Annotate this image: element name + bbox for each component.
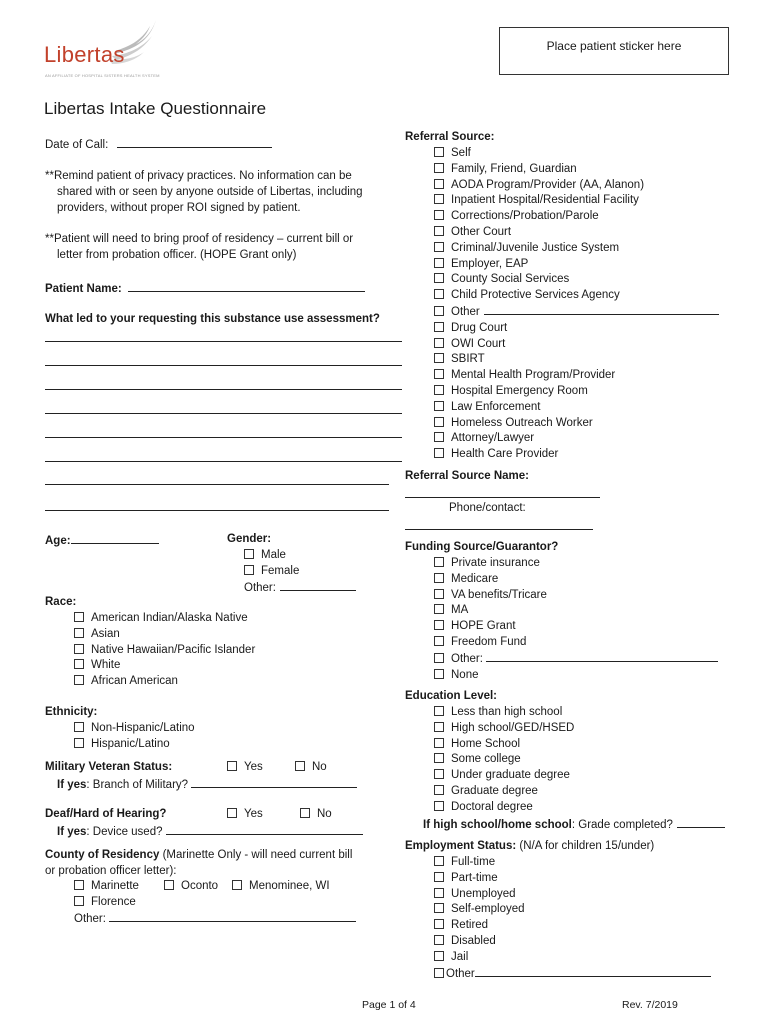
checkbox[interactable]: [434, 935, 444, 945]
funding-label: Funding Source/Guarantor?: [405, 541, 559, 553]
answer-line-6[interactable]: [45, 461, 402, 462]
logo-tagline: AN AFFILIATE OF HOSPITAL SISTERS HEALTH SYSTEM: [45, 73, 160, 78]
employment-option[interactable]: Disabled: [434, 934, 711, 950]
referral-source-name-label: Referral Source Name:: [405, 470, 529, 482]
answer-line-7[interactable]: [45, 484, 389, 485]
funding-option[interactable]: Freedom Fund: [434, 635, 718, 651]
checkbox[interactable]: [434, 903, 444, 913]
answer-line-2[interactable]: [45, 365, 402, 366]
age-field[interactable]: [71, 533, 159, 544]
assessment-question: What led to your requesting this substance use assessment?: [45, 313, 380, 325]
checkbox[interactable]: [434, 194, 444, 204]
checkbox[interactable]: [74, 896, 84, 906]
gender-other: Other:: [244, 580, 356, 597]
education-label: Education Level:: [405, 690, 498, 702]
checkbox[interactable]: [74, 738, 84, 748]
employment-option[interactable]: Unemployed: [434, 887, 711, 903]
ethnicity-label: Ethnicity:: [45, 706, 98, 718]
county-other: Other:: [74, 911, 356, 925]
funding-option[interactable]: HOPE Grant: [434, 619, 718, 635]
checkbox[interactable]: [434, 951, 444, 961]
checkbox[interactable]: [434, 872, 444, 882]
employment-option-other[interactable]: Other: [434, 966, 711, 983]
checkbox[interactable]: [74, 659, 84, 669]
deaf-device: If yes: Device used?: [57, 824, 363, 838]
county-option-oconto[interactable]: Oconto: [164, 880, 218, 892]
race-option[interactable]: Native Hawaiian/Pacific Islander: [74, 643, 255, 659]
gender-option-male[interactable]: Male: [244, 548, 356, 564]
answer-line-3[interactable]: [45, 389, 402, 390]
answer-line-1[interactable]: [45, 341, 402, 342]
checkbox[interactable]: [434, 258, 444, 268]
privacy-reminder-line-1: **Remind patient of privacy practices. No information can be: [45, 170, 352, 182]
deaf-label: Deaf/Hard of Hearing?: [45, 808, 167, 820]
education-option[interactable]: Doctoral degree: [434, 800, 574, 816]
date-of-call-label: Date of Call:: [45, 139, 109, 151]
answer-line-4[interactable]: [45, 413, 402, 414]
libertas-logo: [44, 14, 164, 84]
referral-option[interactable]: Family, Friend, Guardian: [434, 162, 719, 178]
checkbox[interactable]: [74, 628, 84, 638]
referral-source-label: Referral Source:: [405, 131, 495, 143]
military-label: Military Veteran Status:: [45, 761, 173, 773]
funding-options: [434, 556, 718, 683]
education-option[interactable]: Some college: [434, 752, 574, 768]
referral-option[interactable]: SBIRT: [434, 352, 719, 368]
date-of-call: [45, 137, 272, 151]
checkbox[interactable]: [434, 417, 444, 427]
checkbox[interactable]: [434, 210, 444, 220]
race-option[interactable]: Asian: [74, 627, 255, 643]
checkbox[interactable]: [434, 322, 444, 332]
military-no[interactable]: No: [295, 761, 327, 773]
funding-option[interactable]: VA benefits/Tricare: [434, 588, 718, 604]
referral-option[interactable]: Inpatient Hospital/Residential Facility: [434, 193, 719, 209]
race-label: Race:: [45, 596, 77, 608]
checkbox[interactable]: [434, 706, 444, 716]
county-other-field[interactable]: [109, 911, 356, 922]
referral-option[interactable]: County Social Services: [434, 272, 719, 288]
referral-option[interactable]: Self: [434, 146, 719, 162]
employment-option[interactable]: Part-time: [434, 871, 711, 887]
gender-options: [244, 548, 356, 596]
checkbox[interactable]: [434, 589, 444, 599]
funding-option[interactable]: Private insurance: [434, 556, 718, 572]
county-option-menominee[interactable]: Menominee, WI: [232, 880, 330, 892]
county-option-florence[interactable]: Florence: [74, 896, 136, 908]
race-options: [74, 611, 255, 690]
funding-option-other[interactable]: Other:: [434, 651, 718, 668]
checkbox[interactable]: [434, 753, 444, 763]
education-option[interactable]: Less than high school: [434, 705, 574, 721]
referral-option[interactable]: Employer, EAP: [434, 257, 719, 273]
residency-reminder-line-2: letter from probation officer. (HOPE Grant only): [57, 249, 297, 261]
referral-source-name-field[interactable]: [405, 489, 600, 498]
checkbox[interactable]: [434, 888, 444, 898]
employment-option[interactable]: Full-time: [434, 855, 711, 871]
checkbox[interactable]: [434, 369, 444, 379]
referral-option[interactable]: Health Care Provider: [434, 447, 719, 463]
patient-name: [45, 281, 365, 295]
checkbox[interactable]: [434, 289, 444, 299]
deaf-no[interactable]: No: [300, 808, 332, 820]
checkbox[interactable]: [434, 785, 444, 795]
referral-option[interactable]: Criminal/Juvenile Justice System: [434, 241, 719, 257]
funding-option[interactable]: MA: [434, 603, 718, 619]
checkbox[interactable]: [227, 761, 237, 771]
revision-date: Rev. 7/2019: [622, 999, 678, 1011]
education-option[interactable]: Graduate degree: [434, 784, 574, 800]
employment-option[interactable]: Self-employed: [434, 902, 711, 918]
ethnicity-option[interactable]: Hispanic/Latino: [74, 737, 195, 753]
patient-sticker-box: [499, 27, 729, 75]
checkbox[interactable]: [434, 801, 444, 811]
county-note-2: or probation officer letter):: [45, 865, 177, 877]
checkbox[interactable]: [434, 669, 444, 679]
checkbox[interactable]: [74, 612, 84, 622]
funding-option[interactable]: Medicare: [434, 572, 718, 588]
checkbox[interactable]: [227, 808, 237, 818]
checkbox[interactable]: [434, 401, 444, 411]
education-option[interactable]: High school/GED/HSED: [434, 721, 574, 737]
checkbox[interactable]: [244, 549, 254, 559]
checkbox[interactable]: [232, 880, 242, 890]
checkbox[interactable]: [434, 636, 444, 646]
grade-completed: If high school/home school: Grade completed?: [423, 817, 725, 831]
employment-heading: Employment Status: (N/A for children 15/under): [405, 840, 655, 852]
checkbox[interactable]: [434, 179, 444, 189]
checkbox[interactable]: [434, 604, 444, 614]
referral-option[interactable]: Attorney/Lawyer: [434, 431, 719, 447]
funding-other-field[interactable]: [486, 651, 718, 662]
checkbox[interactable]: [434, 226, 444, 236]
military-yes[interactable]: Yes: [227, 761, 263, 773]
grade-completed-field[interactable]: [677, 817, 725, 828]
page-title: Libertas Intake Questionnaire: [44, 99, 267, 118]
employment-options: [434, 855, 711, 982]
page-number: Page 1 of 4: [362, 999, 416, 1011]
checkbox[interactable]: [434, 738, 444, 748]
funding-option[interactable]: None: [434, 668, 718, 684]
logo-name: Libertas: [44, 42, 125, 67]
checkbox[interactable]: [434, 273, 444, 283]
referral-option[interactable]: Child Protective Services Agency: [434, 288, 719, 304]
referral-option[interactable]: Mental Health Program/Provider: [434, 368, 719, 384]
checkbox[interactable]: [434, 573, 444, 583]
referral-option[interactable]: Homeless Outreach Worker: [434, 416, 719, 432]
checkbox[interactable]: [434, 919, 444, 929]
checkbox[interactable]: [434, 856, 444, 866]
employment-option[interactable]: Retired: [434, 918, 711, 934]
checkbox[interactable]: [244, 565, 254, 575]
referral-option[interactable]: OWI Court: [434, 337, 719, 353]
date-of-call-field[interactable]: [117, 137, 272, 148]
privacy-reminder-line-3: providers, without proper ROI signed by patient.: [57, 202, 301, 214]
phone-contact-label: Phone/contact:: [449, 502, 526, 514]
education-options: [434, 705, 574, 816]
checkbox[interactable]: [434, 163, 444, 173]
county-option-marinette[interactable]: Marinette: [74, 880, 139, 892]
checkbox[interactable]: [74, 675, 84, 685]
education-option[interactable]: Home School: [434, 737, 574, 753]
referral-option[interactable]: Drug Court: [434, 321, 719, 337]
referral-option[interactable]: Law Enforcement: [434, 400, 719, 416]
referral-option[interactable]: AODA Program/Provider (AA, Alanon): [434, 178, 719, 194]
checkbox[interactable]: [295, 761, 305, 771]
race-option[interactable]: African American: [74, 674, 255, 690]
checkbox[interactable]: [434, 385, 444, 395]
age: [45, 533, 159, 547]
checkbox[interactable]: [74, 880, 84, 890]
gender-option-female[interactable]: Female: [244, 564, 356, 580]
gender-label: Gender:: [227, 533, 272, 545]
checkbox[interactable]: [74, 644, 84, 654]
deaf-yes[interactable]: Yes: [227, 808, 263, 820]
race-option[interactable]: White: [74, 658, 255, 674]
deaf-device-field[interactable]: [166, 824, 363, 835]
employment-other-field[interactable]: [475, 966, 711, 977]
answer-line-5[interactable]: [45, 437, 402, 438]
checkbox[interactable]: [434, 338, 444, 348]
answer-line-8[interactable]: [45, 510, 389, 511]
checkbox[interactable]: [74, 722, 84, 732]
referral-option[interactable]: Hospital Emergency Room: [434, 384, 719, 400]
referral-option[interactable]: Other Court: [434, 225, 719, 241]
checkbox[interactable]: [434, 242, 444, 252]
sticker-label: Place patient sticker here: [546, 39, 682, 53]
checkbox[interactable]: [434, 147, 444, 157]
phone-contact-field[interactable]: [405, 521, 593, 530]
referral-option[interactable]: Corrections/Probation/Parole: [434, 209, 719, 225]
residency-reminder-line-1: **Patient will need to bring proof of residency – current bill or: [45, 233, 354, 245]
checkbox[interactable]: [434, 353, 444, 363]
checkbox[interactable]: [434, 769, 444, 779]
privacy-reminder-line-2: shared with or seen by anyone outside of Libertas, including: [57, 186, 363, 198]
referral-other-field[interactable]: [484, 304, 719, 315]
checkbox[interactable]: [164, 880, 174, 890]
employment-option[interactable]: Jail: [434, 950, 711, 966]
ethnicity-options: [74, 721, 195, 753]
checkbox[interactable]: [434, 448, 444, 458]
checkbox[interactable]: [434, 432, 444, 442]
checkbox[interactable]: [434, 968, 444, 978]
checkbox[interactable]: [434, 722, 444, 732]
referral-source-list: [434, 146, 719, 463]
ethnicity-option[interactable]: Non-Hispanic/Latino: [74, 721, 195, 737]
age-label: Age:: [45, 535, 71, 547]
patient-name-label: Patient Name:: [45, 283, 122, 295]
checkbox[interactable]: [434, 306, 444, 316]
patient-name-field[interactable]: [128, 281, 365, 292]
military-branch: If yes: Branch of Military?: [57, 777, 357, 791]
military-branch-field[interactable]: [191, 777, 357, 788]
checkbox[interactable]: [434, 620, 444, 630]
checkbox[interactable]: [434, 653, 444, 663]
referral-option-other[interactable]: Other: [434, 304, 719, 321]
education-option[interactable]: Under graduate degree: [434, 768, 574, 784]
checkbox[interactable]: [300, 808, 310, 818]
county-heading: County of Residency (Marinette Only - will need current bill: [45, 849, 353, 861]
gender-other-field[interactable]: [280, 580, 356, 591]
race-option[interactable]: American Indian/Alaska Native: [74, 611, 255, 627]
checkbox[interactable]: [434, 557, 444, 567]
